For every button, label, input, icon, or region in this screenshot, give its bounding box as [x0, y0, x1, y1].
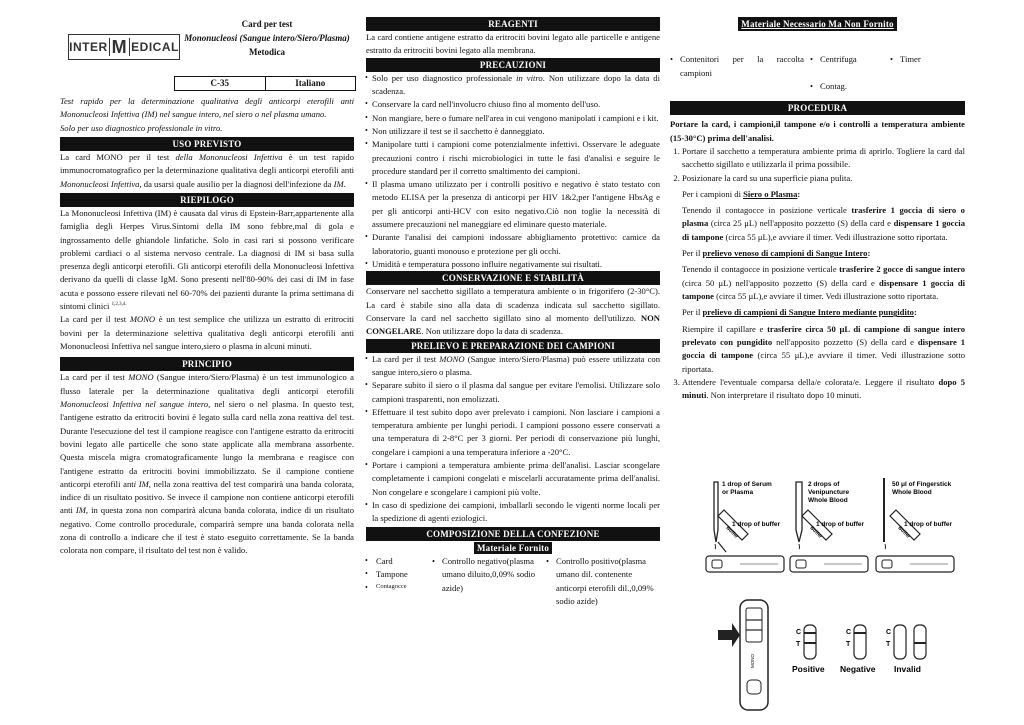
result-label-positive: Positive [792, 664, 825, 674]
list-item: • Non utilizzare il test se il sacchetto è danneggiato. [366, 125, 660, 138]
section-title-materiale-non-fornito: Materiale Necessario Ma Non Fornito [738, 17, 896, 31]
header-line1: Card per test [241, 19, 293, 29]
subtitle-materiale-fornito: Materiale Fornito [474, 542, 552, 554]
item-contag: • Contag. [810, 80, 884, 93]
item-card: • Card [366, 555, 426, 568]
buffer-word-1: Buffer [724, 525, 740, 540]
column-left [60, 14, 354, 558]
procedure-step-1: 1. Portare il sacchetto a temperatura ambiente prima di aprirlo. Togliere la card dal sacchetto sigillato e utilizzarla il prima possibile. [682, 145, 965, 172]
prelievo-list [366, 353, 660, 526]
item-timer: • Timer [890, 53, 965, 80]
list-item: • In caso di spedizione dei campioni, imballarli secondo le vigenti norme locali per la spedizione di agenti eziologici. [366, 499, 660, 526]
procedure-step-2: 2. Posizionare la card su una superficie piana pulita. Per i campioni di Siero o Plasma: Tenendo il contagocce in posizione verticale trasferire 1 goccia di siero o plasma (circa 25 μL) nell'apposito pozzetto (S) della card e dispensare 1 goccia di tampone (circa 55 μL),e avviare il timer. Vedi illustrazione sotto riportata. Per il prelievo venoso di campioni di Sangue Intero: Tenendo il contagocce in posizione verticale trasferire 2 gocce di sangue intero (circa 50 μL) nell'apposito pozzetto (S) della card e dispensare 1 goccia di tampone (circa 55 μL),e avviare il timer. Vedi illustrazione sotto riportata. Per il prelievo di campioni di Sangue Intero mediante pungidito: Riempire il capillare e trasferire circa 50 μL di campione di sangue intero prelevato con pungidito nell'apposito pozzetto (S) della card e dispensare 1 goccia di tampone (circa 55 μL),e avviare il timer. Vedi illustrazione sotto riportata. [682, 172, 965, 376]
section-title-precauzioni: PRECAUZIONI [366, 58, 660, 72]
c-label-pos: C [796, 629, 802, 636]
materiale-non-fornito-grid [670, 53, 965, 93]
section-title-prelievo: PRELIEVO E PREPARAZIONE DEI CAMPIONI [366, 339, 660, 353]
item-contagocce: • Contagocce [366, 582, 426, 592]
pungidito-text: Riempire il capillare e trasferire circa 50 μL di campione di sangue intero prelevato con pungidito nell'apposito pozzetto (S) della card e dispensare 1 goccia di tampone (circa 55 μL),e avviare il timer. Vedi illustrazione sotto riportata. [682, 323, 966, 374]
list-item: • Non mangiare, bere o fumare nell'area in cui vengono manipolati i campioni e i kit. [366, 112, 660, 125]
result-positive [792, 625, 825, 674]
logo-text-b: EDICAL [131, 39, 179, 54]
label-serum-1: 1 drop of Serum [722, 481, 772, 488]
materiale-fornito-grid [366, 555, 660, 608]
siero-heading: Per i campioni di Siero o Plasma: [682, 188, 801, 199]
language-label: Italiano [295, 78, 326, 88]
procedura-intro: Portare la card, i campioni,il tampone e/o i controlli a temperatura ambiente (15-30°C) prima dell'analisi. [670, 119, 965, 143]
venoso-heading: Per il prelievo venoso di campioni di Sangue Intero: [682, 248, 871, 259]
section-title-reagenti: REAGENTI [366, 17, 660, 31]
procedure-step-3: 3. Attendere l'eventuale comparsa della/e colorata/e. Leggere il risultato dopo 5 minuti. Non interpretare il risultato dopo 10 minuti. [682, 376, 965, 403]
section-title-composizione: COMPOSIZIONE DELLA CONFEZIONE [366, 527, 660, 541]
list-item: • Umidità e temperatura possono influire negativamente sui risultati. [366, 258, 660, 271]
section-title-conservazione: CONSERVAZIONE E STABILITÀ [366, 271, 660, 285]
logo-text-m: M [109, 38, 131, 56]
list-item: • Effettuare il test subito dopo aver prelevato i campioni. Non lasciare i campioni a temperatura ambiente per lunghi periodi. I campioni possono essere conservati a una temperatura di 2-8°C per 3 giorni. Per periodi di conservazione più lunghi, congelare i campioni a una temperatura inferiore a -20°C. [366, 406, 660, 459]
card-word: MONO [750, 654, 755, 668]
list-item [366, 555, 426, 608]
t-label-pos: T [796, 641, 801, 648]
panel-fingerstick [876, 478, 954, 572]
product-code: C-35 [175, 77, 266, 90]
section-title-uso-previsto: USO PREVISTO [60, 137, 354, 151]
header-block [60, 14, 354, 76]
procedure-illustration [700, 470, 970, 720]
list-item: • Conservare la card nell'involucro chiuso fino al momento dell'uso. [366, 98, 660, 111]
arrow-icon [718, 623, 740, 647]
column-right [670, 17, 965, 403]
intro-text: Test rapido per la determinazione qualitativa degli anticorpi eterofili anti Mononucleosi Infettiva (IM) nel sangue intero, nel siero o nel plasma umano. [60, 96, 354, 120]
list-item: • Portare i campioni a temperatura ambiente prima dell'analisi. Lasciar scongelare completamente i campioni congelati e miscelarli accuratamente prima dell'analisi. Non congelare e scongelare i campioni più volte. [366, 459, 660, 499]
buffer-word-3: Buffer [896, 525, 912, 540]
label-buffer-3: 1 drop of buffer [904, 521, 953, 528]
intro-professional-use: Solo per uso diagnostico professionale in vitro. [60, 122, 223, 133]
c-label-inv: C [886, 629, 892, 636]
label-fs-1: 50 μl of Fingerstick [892, 481, 952, 488]
buffer-word-2: Buffer [808, 525, 824, 540]
c-label-neg: C [846, 629, 852, 636]
t-label-inv: T [886, 641, 891, 648]
intermedical-logo [68, 34, 180, 60]
label-ven-2: Venipuncture [808, 489, 850, 496]
code-box [174, 76, 356, 91]
list-item: • Separare subito il siero o il plasma dal sangue per evitare l'emolisi. Utilizzare solo campioni trasparenti, non emolizzati. [366, 379, 660, 406]
principio-text: La card per il test MONO (Sangue intero/Siero/Plasma) è un test immunologico a flusso laterale per la determinazione qualitativa degli anticorpi eterofili Mononucleosi Infettiva nel sangue intero, nel siero o nel plasma. In questo test, l'antigene estratto da eritrociti bovini è legato sulla card nella zona reattiva del test. Durante l'esecuzione del test il campione reagisce con l'antigene estratto da eritrociti bovini legato alle particelle che sono state applicate alla membrana assorbente. Questa miscela migra cromatograficamente lungo la membrana e reagisce con l'antigene estratto da eritrociti bovini immobilizzato. Se il campione contiene anticorpi eterofili anti IM, nella zona reattiva del test comparirà una banda colorata, indice di un risultato positivo. Se invece il campione non contiene anticorpi eterofili anti IM, in questa zona non comparirà alcuna banda colorata, indice di un risultato negativo. Come controllo procedurale, comparirà sempre una banda colorata nella zona di controllo a indicare che il test è stato eseguito correttamente. Se la banda colorata non compare, il risultato del test non è valido. [60, 372, 355, 556]
siero-text: Tenendo il contagocce in posizione verticale trasferire 1 goccia di siero o plasma (circa 25 μL) nell'apposito pozzetto (S) della card e dispensare 1 goccia di tampone (circa 55 μL),e avviare il timer. Vedi illustrazione sotto riportata. [682, 205, 965, 242]
label-buffer-2: 1 drop of buffer [816, 521, 865, 528]
t-label-neg: T [846, 641, 851, 648]
list-item: • Manipolare tutti i campioni come potenzialmente infettivi. Osservare le adeguate precauzioni contro i rischi microbiologici in tutte le fasi d'analisi e seguire le procedure standard per il corretto smaltimento dei campioni. [366, 138, 660, 178]
item-centrifuga: • Centrifuga [810, 53, 884, 80]
section-title-principio: PRINCIPIO [60, 357, 354, 371]
item-controllo-positivo: • Controllo positivo(plasma umano dil. contenente anticorpi eterofili dil.,0,09% sodio azide) [546, 555, 660, 608]
uso-previsto-text: La card MONO per il test della Mononucleosi Infettiva è un test rapido immunocromatografico per la determinazione qualitativa degli anticorpi eterofili anti Mononucleosi Infettiva, da usarsi quale ausilio per la diagnosi dell'infezione da IM. [60, 151, 355, 189]
conservazione-text: Conservare nel sacchetto sigillato a temperatura ambiente o in frigorifero (2-30°C). La card è stabile sino alla data di scadenza indicata sul sacchetto sigillato. Conservare la card nel sacchetto sigillato sino al momento dell'utilizzo. NON CONGELARE. Non utilizzare dopo la data di scadenza. [366, 286, 660, 337]
label-ven-1: 2 drops of [808, 481, 840, 488]
list-item: • La card per il test MONO (Sangue intero/Siero/Plasma) può essere utilizzata con sangue intero,siero o plasma. [366, 353, 660, 380]
section-title-riepilogo: RIEPILOGO [60, 193, 354, 207]
label-serum-2: or Plasma [722, 489, 754, 496]
pungidito-heading: Per il prelievo di campioni di Sangue Intero mediante pungidito: [682, 307, 917, 318]
panel-venipuncture [790, 481, 868, 572]
column-middle [366, 17, 660, 608]
label-ven-3: Whole Blood [808, 497, 848, 504]
reagenti-text: La card contiene antigene estratto da eritrociti bovini legato alle particelle e antigene estratto da eritrociti bovini legato alla membrana. [366, 32, 660, 56]
header-line3: Metodica [249, 46, 285, 57]
item-contenitori: • Contenitori per la raccolta campioni [670, 53, 804, 80]
header-line2: Mononucleosi (Sangue intero/Siero/Plasma) [184, 32, 350, 43]
label-fs-2: Whole Blood [892, 489, 932, 496]
test-card-vertical [740, 600, 768, 710]
label-buffer-1: 1 drop of buffer [732, 521, 781, 528]
result-label-negative: Negative [840, 664, 876, 674]
item-tampone: • Tampone [366, 568, 426, 581]
list-item: • Solo per uso diagnostico professionale in vitro. Non utilizzare dopo la data di scadenza. [366, 72, 660, 99]
riepilogo-text-1: La Mononucleosi Infettiva (IM) è causata dal virus di Epstein-Barr,appartenente alla famiglia degli Herpes Virus.Sintomi della IM sono febbre,mal di gola e ingrossamento delle ghiandole linfatiche. Solo in casi rari si possono verificare problemi cardiaci o al sistema nervoso centrale. La diagnosi di IM si basa sulla presenza degli anticorpi eterofili. Gli anticorpi eterofili della Mononucleosi Infettiva derivano da quelli di classe IgM. Sono presenti nell'80-90% dei casi di IM in fase acuta e possono essere rilevati nel 60-70% dei pazienti durante la prima settimana di sintomi clinici $^{1,2,3,4.}$ [60, 207, 354, 312]
venoso-text: Tenendo il contagocce in posizione verticale trasferire 2 gocce di sangue intero (circa 50 μL) nell'apposito pozzetto (S) della card e dispensare 1 goccia di tampone (circa 55 μL),e avviare il timer. Vedi illustrazione sotto riportata. [682, 264, 965, 301]
procedura-steps [670, 145, 965, 403]
panel-serum [706, 481, 784, 572]
list-item: • Il plasma umano utilizzato per i controlli positivo e negativo è stato testato con metodo ELISA per la presenza di anticorpi per HIV 1&2,per l'antigene HbsAg e per gli anticorpi anti-HCV con esito negativo.Ciò non toglie la necessità di assumere precauzioni nel maneggiare ed eliminare questo materiale. [366, 178, 660, 231]
item-controllo-negativo: • Controllo negativo(plasma umano diluito,0,09% sodio azide) [432, 555, 540, 608]
result-invalid [886, 625, 926, 674]
section-title-procedura: PROCEDURA [670, 101, 965, 115]
result-label-invalid: Invalid [894, 664, 921, 674]
precauzioni-list [366, 72, 660, 272]
logo-text-a: INTER [69, 39, 108, 54]
list-item: • Durante l'analisi dei campioni indossare abbigliamento protettivo: camice da laboratorio, guanti monouso e protezione per gli occhi. [366, 231, 660, 258]
result-negative [840, 625, 876, 674]
riepilogo-text-2: La card per il test MONO è un test semplice che utilizza un estratto di eritrociti bovini per la determinazione selettiva qualitativa degli anticorpi eterofili anti Mononucleosi Infettiva nel sangue intero,siero o plasma in alcuni minuti. [60, 314, 354, 351]
